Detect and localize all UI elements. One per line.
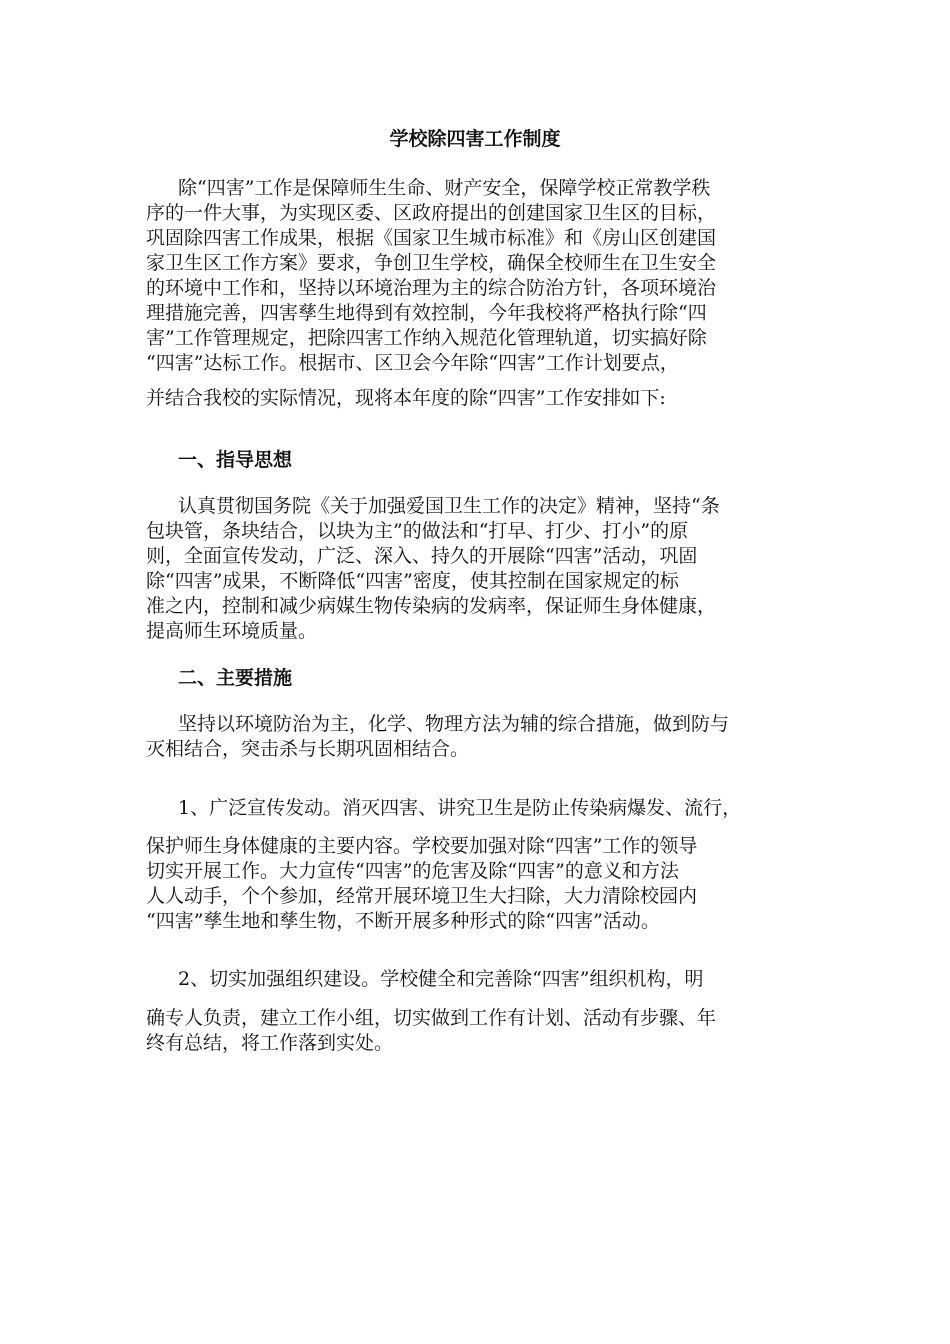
section1-line: 包块管，条块结合，以块为主”的做法和“打早、打少、打小”的原 <box>146 520 689 542</box>
section2-intro-line: 灭相结合，突击杀与长期巩固相结合。 <box>146 738 470 760</box>
measure-item-2-line: 终有总结，将工作落到实处。 <box>146 1032 394 1054</box>
measure-item-1-line: 1、广泛宣传发动。消灭四害、讲究卫生是防止传染病爆发、流行， <box>178 797 742 819</box>
measure-item-1-line: 人人动手，个个参加，经常开展环境卫生大扫除，大力清除校园内 <box>146 885 698 907</box>
section-heading-main-measures: 二、主要措施 <box>178 667 293 689</box>
document-title: 学校除四害工作制度 <box>389 128 561 150</box>
measure-item-2-line: 2、切实加强组织建设。学校健全和完善除“四害”组织机构，明 <box>178 968 704 990</box>
section1-line: 则，全面宣传发动，广泛、深入、持久的开展除“四害”活动，巩固 <box>146 545 698 567</box>
section1-line: 除“四害”成果，不断降低“四害”密度，使其控制在国家规定的标 <box>146 570 679 592</box>
intro-line: 除“四害”工作是保障师生生命、财产安全，保障学校正常教学秩 <box>178 177 711 199</box>
measure-item-1-line: “四害”孳生地和孳生物，不断开展多种形式的除“四害”活动。 <box>146 910 660 932</box>
section1-line: 准之内，控制和减少病媒生物传染病的发病率，保证师生身体健康， <box>146 595 717 617</box>
intro-line: 理措施完善，四害孳生地得到有效控制，今年我校将严格执行除“四 <box>146 302 707 324</box>
section1-line: 认真贯彻国务院《关于加强爱国卫生工作的决定》精神，坚持“条 <box>178 495 720 517</box>
intro-line: 的环境中工作和，坚持以环境治理为主的综合防治方针，各项环境治 <box>146 277 717 299</box>
intro-line: 害”工作管理规定，把除四害工作纳入规范化管理轨道，切实搞好除 <box>146 327 707 349</box>
intro-line: 序的一件大事，为实现区委、区政府提出的创建国家卫生区的目标， <box>146 202 717 224</box>
intro-line: 并结合我校的实际情况，现将本年度的除“四害”工作安排如下: <box>146 387 666 409</box>
section-heading-guiding-thought: 一、指导思想 <box>178 449 293 471</box>
intro-line: “四害”达标工作。根据市、区卫会今年除“四害”工作计划要点， <box>146 352 679 374</box>
measure-item-1-line: 保护师生身体健康的主要内容。学校要加强对除“四害”工作的领导 <box>146 835 698 857</box>
measure-item-1-line: 切实开展工作。大力宣传“四害”的危害及除“四害”的意义和方法 <box>146 860 679 882</box>
section2-intro-line: 坚持以环境防治为主，化学、物理方法为辅的综合措施，做到防与 <box>178 713 730 735</box>
intro-line: 巩固除四害工作成果，根据《国家卫生城市标准》和《房山区创建国 <box>146 227 717 249</box>
section1-line: 提高师生环境质量。 <box>146 620 318 642</box>
measure-item-2-line: 确专人负责，建立工作小组，切实做到工作有计划、活动有步骤、年 <box>146 1007 717 1029</box>
intro-line: 家卫生区工作方案》要求，争创卫生学校，确保全校师生在卫生安全 <box>146 252 717 274</box>
